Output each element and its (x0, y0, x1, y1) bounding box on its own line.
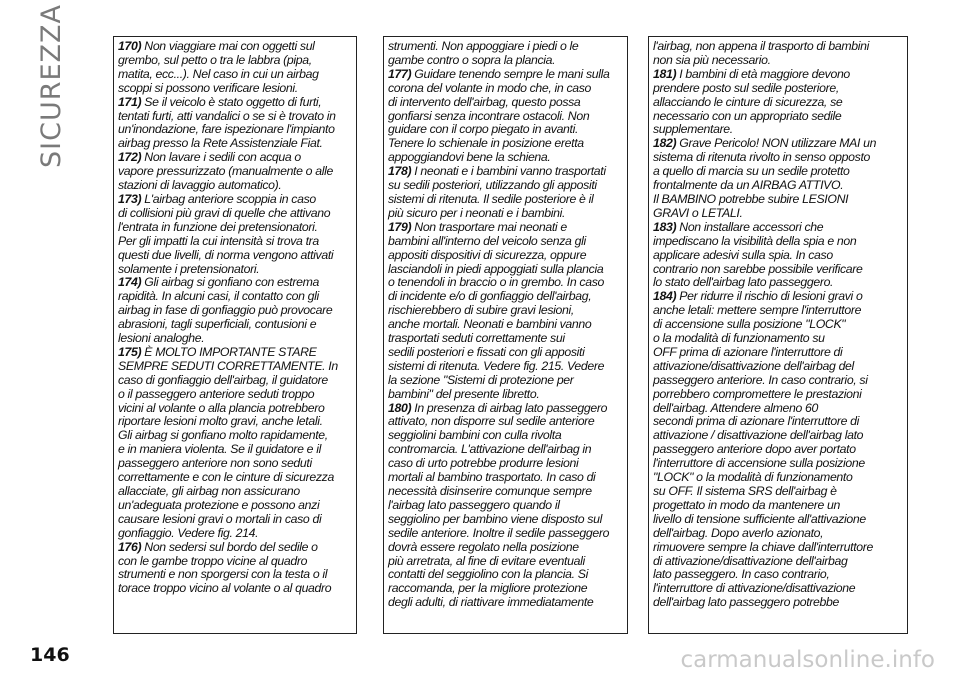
watermark: carmanualsonline.info (680, 647, 935, 673)
warning-number: 179) (388, 219, 412, 234)
warning-paragraph (388, 165, 624, 221)
warning-text: Non trasportare mai neonati e bambini all'interno del veicolo senza gli appositi dispositivi di sicurezza, oppure lasciandoli in piedi appoggiati sulla plancia o tenendoli in braccio o in grembo. In caso di incidente e/o di gonfiaggio dell'airbag, rischierebbero di subire gravi lesioni, anche mortali. Neonati e bambini vanno trasportati seduti correttamente sui sedili posteriori e fissati con gli appositi sistemi di ritenuta. Vedere fig. 215. Vedere la sezione "Sistemi di protezione per bambini" del presente libretto. (388, 219, 605, 401)
warning-text: Non lavare i sedili con acqua o vapore pressurizzato (manualmente o alle stazioni di lavaggio automatico). (118, 150, 333, 193)
warning-paragraph (388, 221, 624, 402)
warning-number: 178) (388, 164, 412, 179)
warning-paragraph (118, 541, 353, 597)
section-title: SICUREZZA (36, 4, 67, 168)
warning-text: I neonati e i bambini vanno trasportati su sedili posteriori, utilizzando gli appositi sistemi di ritenuta. Il sedile posteriore è il più sicuro per i neonati e i bambini. (388, 164, 606, 220)
warning-text: Non installare accessori che impediscano la visibilità della spia e non applicare adesivi sulla spia. In caso contrario non sarebbe possibile verificare lo stato dell'airbag lato passeggero. (653, 219, 863, 290)
warning-text: I bambini di età maggiore devono prendere posto sul sedile posteriore, allacciando le cinture di sicurezza, se necessario con un appropriato sedile supplementare. (653, 66, 850, 137)
warning-number: 176) (118, 539, 142, 554)
warning-number: 177) (388, 66, 412, 81)
warning-number: 171) (118, 94, 142, 109)
warning-paragraph (388, 402, 624, 611)
warning-text: Grave Pericolo! NON utilizzare MAI un sistema di ritenuta rivolto in senso opposto a quello di marcia su un sedile protetto frontalmente da un AIRBAG ATTIVO. Il BAMBINO potrebbe subire LESIONI GRAVI o LETALI. (653, 136, 877, 220)
warning-number: 175) (118, 344, 142, 359)
warning-text: Guidare tenendo sempre le mani sulla corona del volante in modo che, in caso di intervento dell'airbag, questo possa gonfiarsi senza incontrare ostacoli. Non guidare con il corpo piegato in avanti. Tenere lo schienale in posizione eretta appoggiandovi bene la schiena. (388, 66, 610, 165)
warning-paragraph (653, 40, 904, 68)
warning-text: Per ridurre il rischio di lesioni gravi o anche letali: mettere sempre l'interruttore di accensione sulla posizione "LOCK" o la modalità di funzionamento su OFF prima di azionare l'interruttore di attivazione/disattivazione dell'airbag del passeggero anteriore. In caso contrario, si porrebbero compromettere le prestazioni dell'airbag. Attendere almeno 60 secondi prima di azionare l'interruttore di attivazione / disattivazione dell'airbag lato passeggero anteriore dopo aver portato l'interruttore di accensione sulla posizione "LOCK" o la modalità di funzionamento su OFF. Il sistema SRS dell'airbag è progettato in modo da mantenere un livello di tensione sufficiente all'attivazione dell'airbag. Dopo averlo azionato, rimuovere sempre la chiave dall'interruttore di attivazione/disattivazione dell'airbag lato passeggero. In caso contrario, l'interruttore di attivazione/disattivazione dell'airbag lato passeggero potrebbe (653, 289, 874, 610)
warning-text: Gli airbag si gonfiano con estrema rapidità. In alcuni casi, il contatto con gli airbag in fase di gonfiaggio può provocare abrasioni, tagli superficiali, contusioni e lesioni analoghe. (118, 275, 333, 346)
warning-number: 174) (118, 275, 142, 290)
warning-paragraph (118, 193, 353, 276)
warning-paragraph (118, 151, 353, 193)
warning-number: 172) (118, 150, 142, 165)
warning-column-2 (383, 36, 628, 634)
warning-number: 170) (118, 39, 142, 53)
warning-number: 183) (653, 219, 677, 234)
warning-text: Non sedersi sul bordo del sedile o con le gambe troppo vicine al quadro strumenti e non sporgersi con la testa o il torace troppo vicino al volante o al quadro (118, 539, 332, 596)
warning-text: strumenti. Non appoggiare i piedi o le gambe contro o sopra la plancia. (388, 39, 579, 67)
warning-column-3 (648, 36, 908, 634)
warning-number: 184) (653, 289, 677, 304)
warning-paragraph (653, 137, 904, 220)
warning-text: È MOLTO IMPORTANTE STARE SEMPRE SEDUTI CORRETTAMENTE. In caso di gonfiaggio dell'airbag, il guidatore o il passeggero anteriore seduti troppo vicini al volante o alla plancia potrebbero riportare lesioni molto gravi, anche letali. Gli airbag si gonfiano molto rapidamente, e in maniera violenta. Se il guidatore e il passeggero anteriore non sono seduti correttamente e con le cinture di sicurezza allacciate, gli airbag non assicurano un'adeguata protezione e possono anzi causare lesioni gravi o mortali in caso di gonfiaggio. Vedere fig. 214. (118, 344, 338, 540)
warning-number: 182) (653, 136, 677, 151)
warning-paragraph (118, 346, 353, 541)
warning-paragraph (653, 68, 904, 138)
page-number: 146 (30, 644, 70, 666)
warning-paragraph (388, 40, 624, 68)
warning-number: 180) (388, 400, 412, 415)
warning-text: L'airbag anteriore scoppia in caso di collisioni più gravi di quelle che attivano l'entrata in funzione dei pretensionatori. Per gli impatti la cui intensità si trova tra questi due livelli, di norma vengono attivati solamente i pretensionatori. (118, 191, 334, 276)
warning-column-1 (113, 36, 357, 634)
warning-text: In presenza di airbag lato passeggero attivato, non disporre sul sedile anteriore seggiolini bambini con culla rivolta contromarcia. L'attivazione dell'airbag in caso di urto potrebbe produrre lesioni mortali al bambino trasportato. In caso di necessità disinserire comunque sempre l'airbag lato passeggero quando il seggiolino per bambino viene disposto sul sedile anteriore. Inoltre il sedile passeggero dovrà essere regolato nella posizione più arretrata, al fine di evitare eventuali contatti del seggiolino con la plancia. Si raccomanda, per la migliore protezione degli adulti, di riattivare immediatamente (388, 400, 610, 610)
warning-number: 181) (653, 66, 677, 81)
warning-text: Non viaggiare mai con oggetti sul grembo, sul petto o tra le labbra (pipa, matita, ecc...). Nel caso in cui un airbag scoppi si possono verificare lesioni. (118, 39, 319, 95)
warning-text: Se il veicolo è stato oggetto di furti, tentati furti, atti vandalici o se si è trovato in un'inondazione, fare ispezionare l'impianto airbag presso la Rete Assistenziale Fiat. (118, 94, 336, 151)
warning-number: 173) (118, 191, 142, 206)
warning-paragraph (118, 276, 353, 346)
warning-text: l'airbag, non appena il trasporto di bambini non sia più necessario. (653, 39, 869, 67)
warning-paragraph (388, 68, 624, 165)
warning-paragraph (653, 221, 904, 291)
warning-paragraph (118, 96, 353, 152)
warning-paragraph (653, 290, 904, 610)
warning-paragraph (118, 40, 353, 96)
